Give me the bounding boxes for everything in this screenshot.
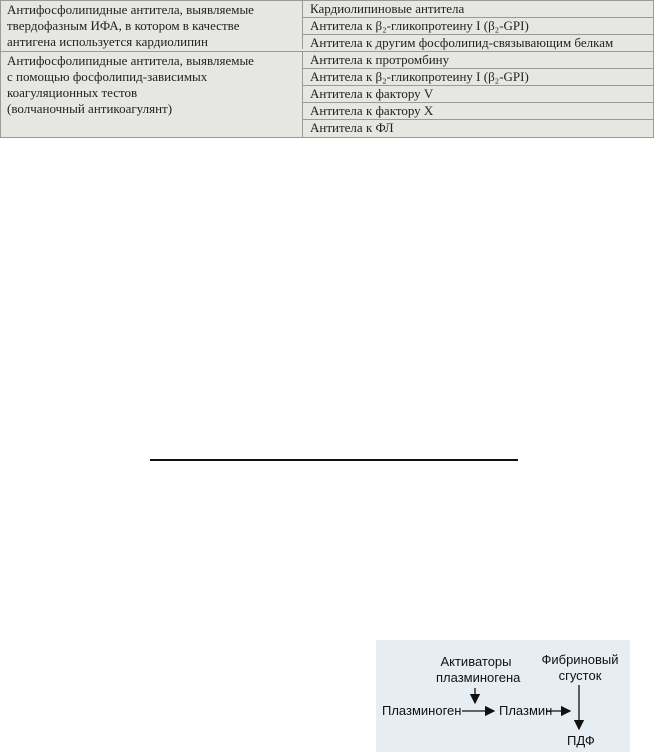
table-group-label-line: антигена используется кардиолипин [7, 34, 208, 49]
table-group-label [1, 52, 303, 138]
table-group-label-line: коагуляционных тестов [7, 85, 138, 100]
table-item: Антитела к β₂-гликопротеину I (β₂-GPI) [303, 18, 653, 35]
clot-label: Фибриновый сгусток [541, 652, 619, 683]
table-item: Антитела к протромбину [303, 52, 653, 69]
plasminogen-label: Плазминоген [382, 703, 462, 718]
table-item: Антитела к фактору X [303, 103, 653, 120]
table-item: Антитела к ФЛ [310, 120, 394, 135]
antibody-table [0, 0, 654, 138]
table-item: Антитела к другим фосфолипид-связывающим белкам [310, 35, 614, 50]
table-item: Антитела к фактору V [303, 86, 653, 103]
table-group-label-line: твердофазным ИФА, в котором в качестве [7, 18, 240, 33]
table-group-label-line: с помощью фосфолипид-зависимых [7, 69, 208, 84]
table-group-label-line: Антифосфолипидные антитела, выявляемые [7, 53, 254, 68]
table-item: Антитела к β₂-гликопротеину I (β₂-GPI) [303, 69, 653, 86]
table-item: Кардиолипиновые антитела [303, 1, 653, 18]
table-group-label-line: (волчаночный антикоагулянт) [7, 101, 173, 116]
horizontal-rule [150, 459, 518, 461]
table-group-label [1, 1, 303, 49]
activators-label: Активаторы плазминогена [436, 654, 521, 685]
pdf-label: ПДФ [567, 733, 595, 748]
table-group-label-line: Антифосфолипидные антитела, выявляемые [7, 2, 254, 17]
fibrinolysis-diagram [376, 640, 630, 752]
plasmin-label: Плазмин [499, 703, 553, 718]
